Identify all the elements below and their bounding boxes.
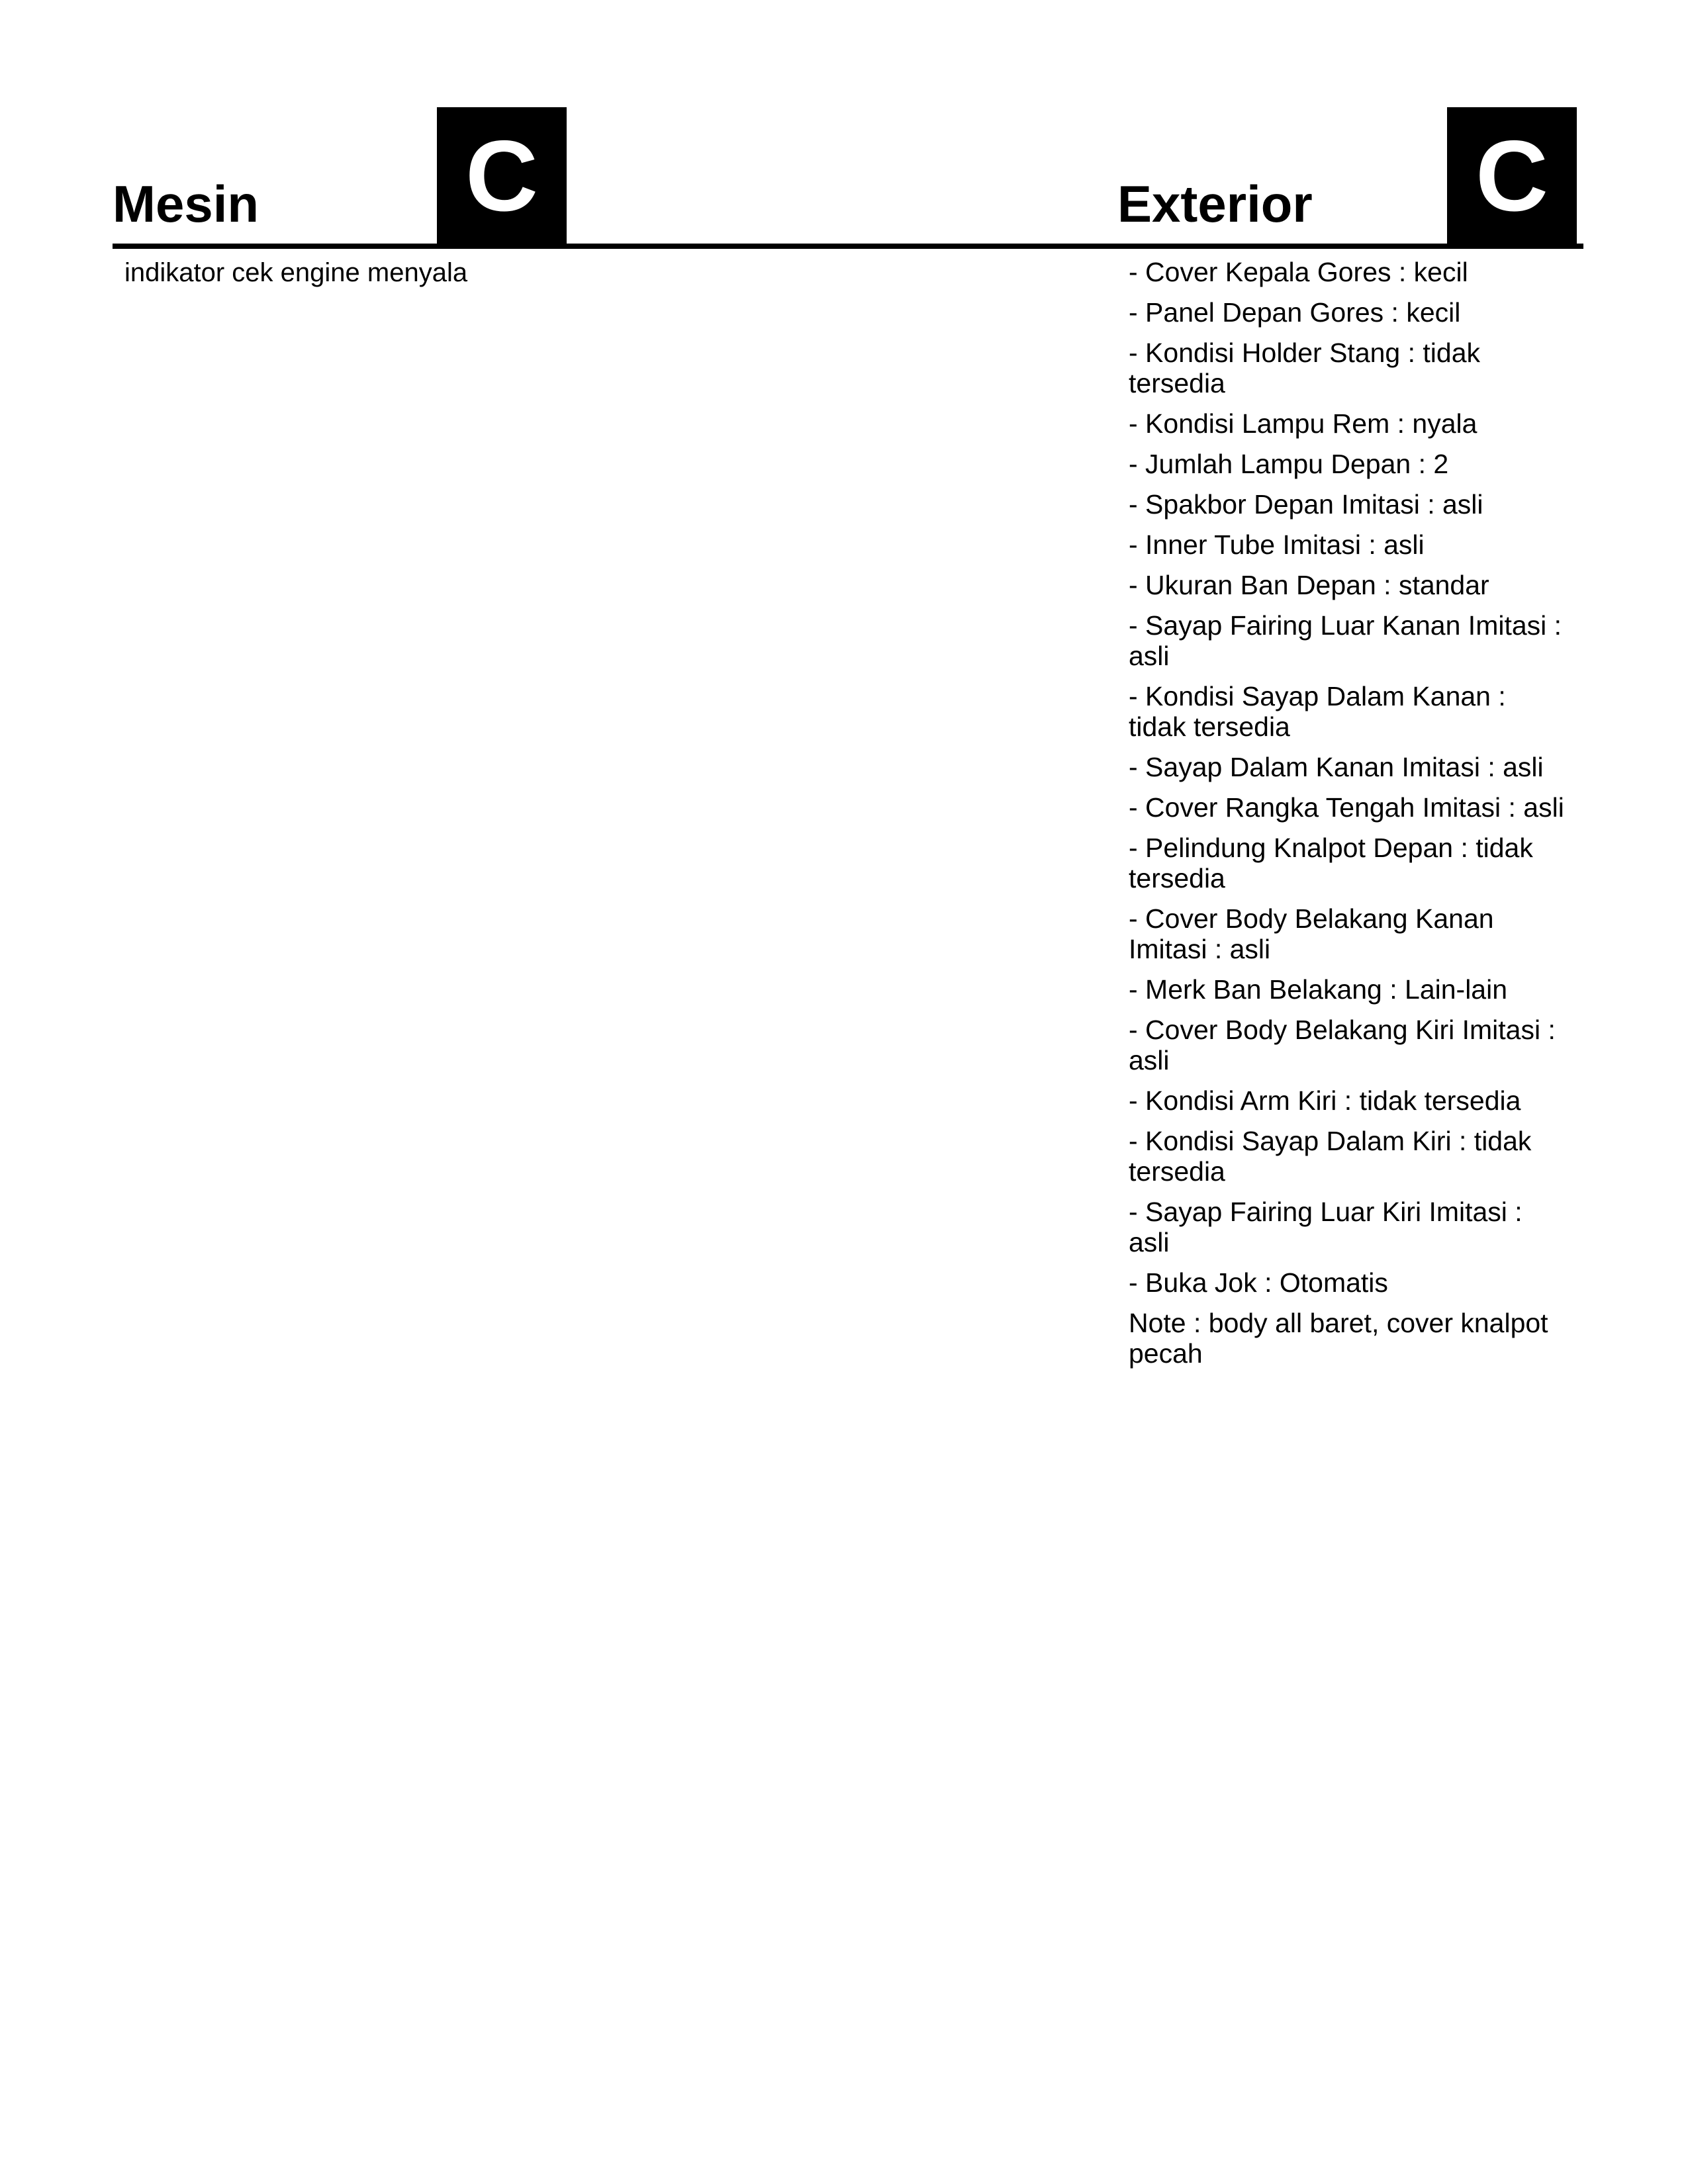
exterior-item: - Sayap Fairing Luar Kanan Imitasi : asli [1129, 610, 1562, 671]
mesin-title: Mesin [113, 175, 259, 233]
exterior-item: - Kondisi Sayap Dalam Kiri : tidak tersedia [1129, 1126, 1532, 1187]
mesin-notes: indikator cek engine menyala [124, 258, 468, 287]
exterior-item: - Kondisi Holder Stang : tidak tersedia [1129, 338, 1480, 398]
exterior-grade-badge: C [1447, 107, 1577, 245]
exterior-item: - Ukuran Ban Depan : standar [1129, 570, 1489, 600]
exterior-items-list [1129, 257, 1566, 1308]
exterior-item: - Cover Body Belakang Kiri Imitasi : asli [1129, 1015, 1556, 1075]
exterior-item: - Spakbor Depan Imitasi : asli [1129, 489, 1483, 520]
exterior-item: - Sayap Fairing Luar Kiri Imitasi : asli [1129, 1197, 1523, 1257]
exterior-item: - Inner Tube Imitasi : asli [1129, 529, 1425, 560]
mesin-grade-badge: C [437, 107, 567, 245]
exterior-item: - Kondisi Sayap Dalam Kanan : tidak tersedia [1129, 681, 1506, 742]
exterior-title: Exterior [1117, 175, 1313, 233]
exterior-item: - Kondisi Lampu Rem : nyala [1129, 408, 1477, 439]
exterior-item: - Pelindung Knalpot Depan : tidak tersedia [1129, 833, 1533, 893]
exterior-item: - Panel Depan Gores : kecil [1129, 297, 1461, 328]
exterior-item: - Sayap Dalam Kanan Imitasi : asli [1129, 752, 1544, 782]
exterior-item: - Buka Jok : Otomatis [1129, 1267, 1388, 1298]
exterior-item: - Cover Body Belakang Kanan Imitasi : asli [1129, 903, 1494, 964]
exterior-item: - Merk Ban Belakang : Lain-lain [1129, 974, 1508, 1005]
exterior-item: - Kondisi Arm Kiri : tidak tersedia [1129, 1085, 1521, 1116]
exterior-item: - Jumlah Lampu Depan : 2 [1129, 449, 1449, 479]
header-divider [113, 244, 1583, 249]
exterior-item: - Cover Kepala Gores : kecil [1129, 257, 1468, 287]
exterior-item: - Cover Rangka Tengah Imitasi : asli [1129, 792, 1564, 823]
exterior-note: Note : body all baret, cover knalpot pecah [1129, 1308, 1548, 1369]
